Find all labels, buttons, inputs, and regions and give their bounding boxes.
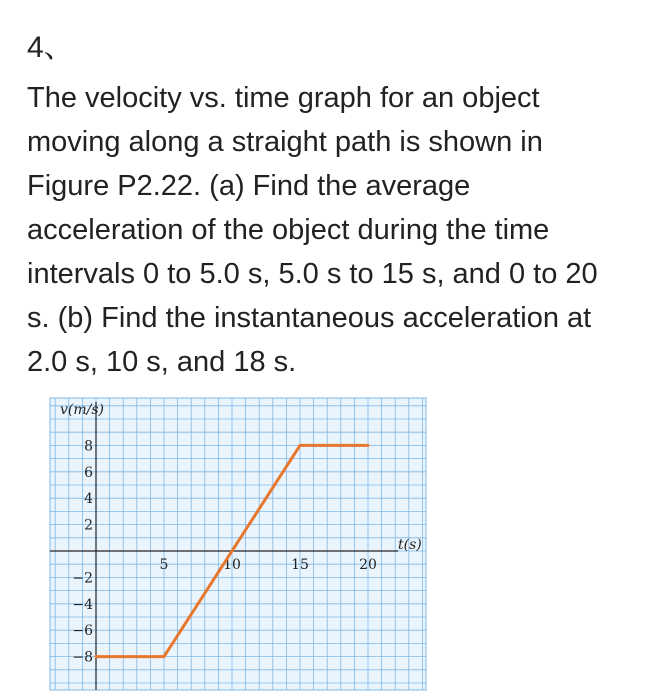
y-tick-label: 2 bbox=[84, 517, 93, 534]
y-tick-label: −6 bbox=[72, 623, 93, 640]
question-number: 4、 bbox=[27, 31, 74, 64]
y-tick-label: 8 bbox=[84, 438, 93, 455]
y-tick-label: −2 bbox=[72, 570, 93, 587]
x-axis-label: t(s) bbox=[398, 537, 422, 553]
y-tick-label: −4 bbox=[72, 596, 93, 613]
velocity-time-graph bbox=[48, 394, 430, 692]
x-tick-label: 10 bbox=[223, 557, 241, 573]
y-tick-label: −8 bbox=[72, 649, 93, 666]
y-tick-label: 4 bbox=[84, 491, 93, 508]
x-tick-label: 15 bbox=[291, 557, 309, 573]
chart-svg bbox=[48, 394, 430, 692]
x-tick-label: 20 bbox=[359, 557, 377, 573]
y-axis-label: v(m/s) bbox=[60, 402, 105, 418]
x-tick-label: 5 bbox=[159, 557, 169, 573]
question-text: The velocity vs. time graph for an object moving along a straight path is shown in Figure P2.22. (a) Find the average acceleration of the object during the time intervals 0 to 5.0 s, 5.0 s to 15 s, and 0 to 20 s. (b) Find the instantaneous acceleration at 2.0 s, 10 s, and 18 s. bbox=[27, 82, 598, 378]
y-tick-label: 6 bbox=[84, 464, 93, 481]
